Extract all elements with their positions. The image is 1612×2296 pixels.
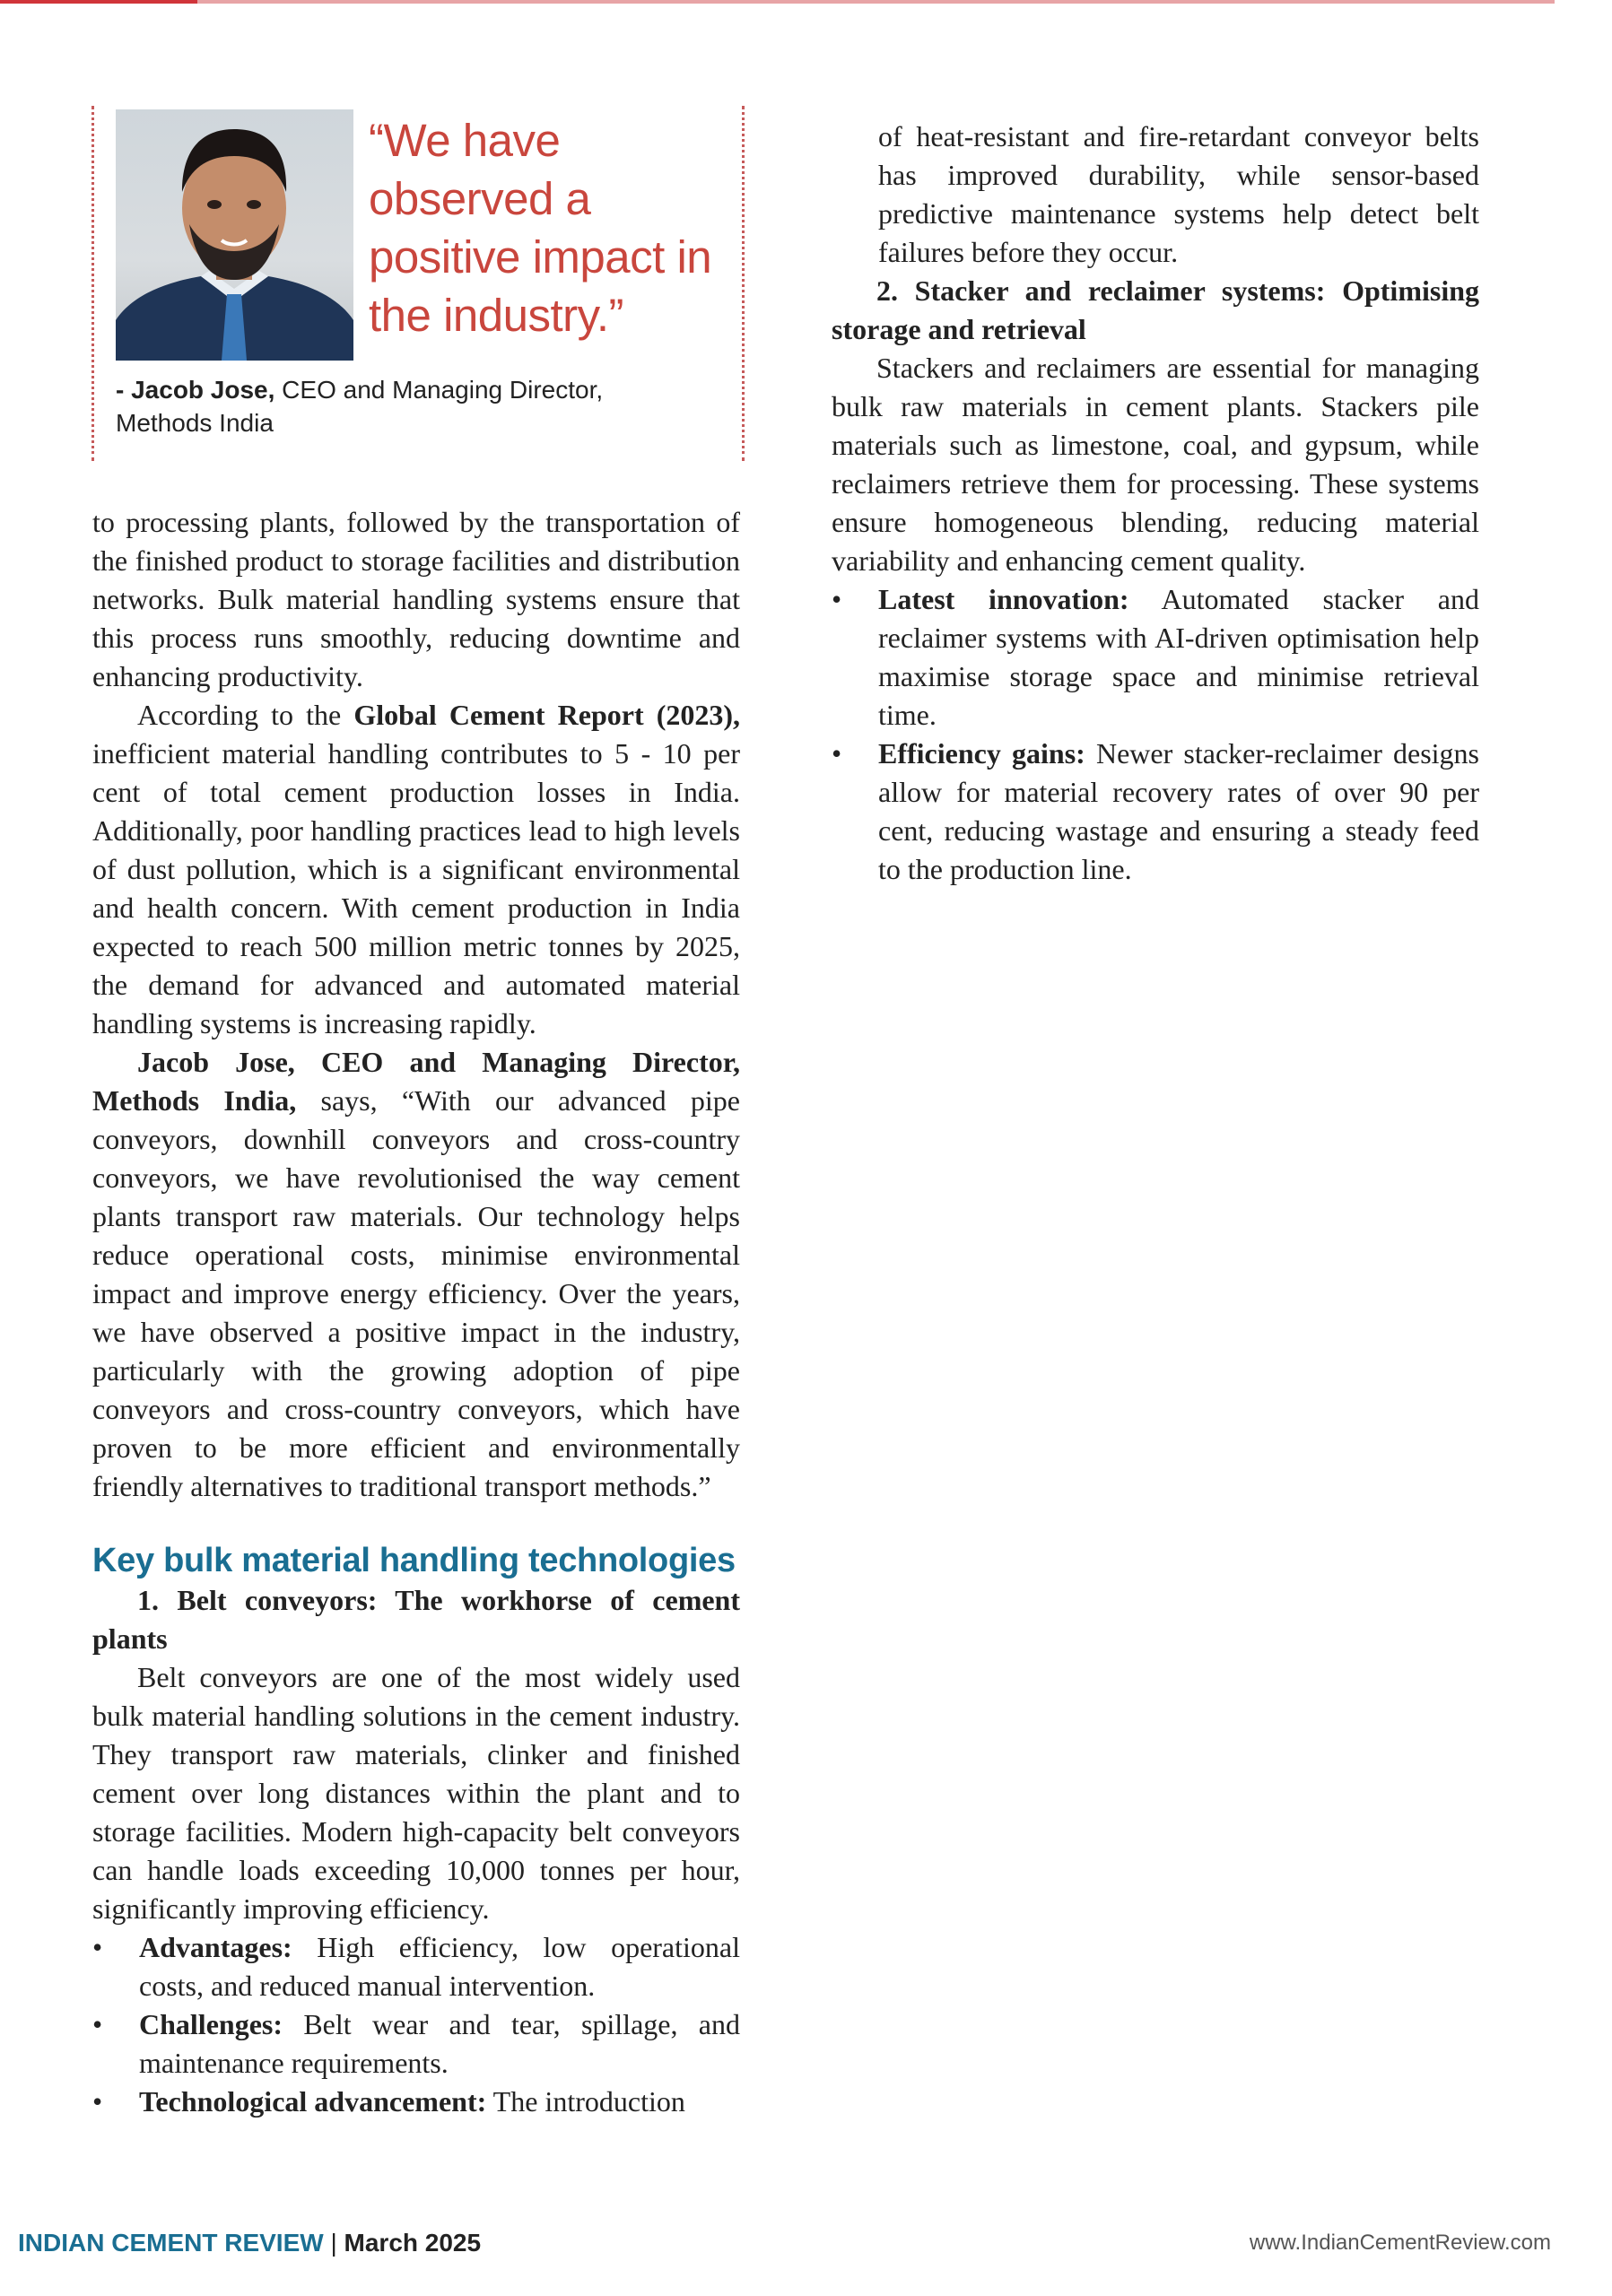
section-heading: Key bulk material handling technologies [92, 1542, 736, 1579]
pull-quote-attribution [116, 373, 654, 439]
bullet-label: Challenges: [139, 2008, 283, 2040]
top-rule [0, 0, 1555, 4]
bullet-label: Technological advancement: [139, 2085, 487, 2118]
body-paragraph [92, 1043, 740, 1506]
top-rule-accent [0, 0, 197, 4]
bullet-item [92, 1928, 740, 2005]
bullet-label: Efficiency gains: [878, 737, 1085, 770]
report-name: Global Cement Report (2023), [353, 699, 741, 731]
attribution-role: CEO and Managing Director, Methods India [116, 376, 604, 437]
paragraph-text: inefficient material handling contributes to 5 - 10 per cent of total cement production losses in India. Additionally, poor handling practices lead to high levels of dust pollution, which is a significant environmental and health concern. With cement production in India expected to reach 500 million metric tonnes by 2025, the demand for advanced and automated material handling systems is increasing rapidly. [92, 737, 740, 1039]
issue-date: March 2025 [344, 2229, 482, 2257]
bullet-list [832, 580, 1479, 889]
bullet-text: Belt wear and tear, spillage, and maintenance requirements. [139, 2008, 740, 2079]
subheading: 2. Stacker and reclaimer systems: Optimising storage and retrieval [832, 274, 1479, 345]
footer-masthead [18, 2228, 481, 2258]
body-paragraph: to processing plants, followed by the transportation of the finished product to storage facilities and distribution networks. Bulk material handling systems ensure that this process runs smoothly, reducing downtime and enhancing productivity. [92, 506, 740, 692]
bullet-text: Automated stacker and reclaimer systems with AI-driven optimisation help maximise storage space and minimise retrieval time. [878, 583, 1480, 731]
bullet-label: Latest innovation: [878, 583, 1129, 615]
website-link[interactable]: www.IndianCementReview.com [1249, 2231, 1551, 2255]
attribution-name: - Jacob Jose, [116, 376, 275, 404]
bullet-text: High efficiency, low operational costs, and reduced manual intervention. [139, 1931, 740, 2002]
speaker-name: Jacob Jose, CEO and Managing Director, Methods India, [92, 1046, 740, 1117]
bullet-item [92, 2005, 740, 2083]
bullet-item [832, 580, 1479, 735]
portrait-photo [116, 109, 353, 361]
pull-quote-box [91, 106, 745, 461]
bullet-item [92, 2083, 740, 2121]
body-paragraph: Belt conveyors are one of the most widely used bulk material handling solutions in the cement industry. They transport raw materials, clinker and finished cement over long distances within the plant and to storage facilities. Modern high-capacity belt conveyors can handle loads exceeding 10,000 tonnes per hour, significantly improving efficiency. [92, 1661, 740, 1925]
paragraph-text: According to the [137, 699, 354, 731]
bullet-text: The introduction [486, 2085, 685, 2118]
footer-separator: | [323, 2229, 344, 2257]
pull-quote-text: “We have observed a positive impact in the industry.” [369, 115, 712, 341]
bullet-list [92, 1928, 740, 2121]
left-column [92, 503, 740, 2121]
paragraph-text: says, “With our advanced pipe conveyors, downhill conveyors and cross-country conveyors, we have revolutionised the way cement plants transport raw materials. Our technology helps reduce operational costs, minimise environmental impact and improve energy efficiency. Over the years, we have observed a positive impact in the industry, particularly with the growing adoption of pipe conveyors and cross-country conveyors, which have proven to be more efficient and environmentally friendly alternatives to traditional transport methods.” [92, 1084, 741, 1502]
right-column [832, 117, 1479, 889]
bullet-text: Newer stacker-reclaimer designs allow for material recovery rates of over 90 per cent, reducing wastage and ensuring a steady feed to the production line. [878, 737, 1480, 885]
subheading: 1. Belt conveyors: The workhorse of cement plants [92, 1584, 740, 1655]
magazine-name: INDIAN CEMENT REVIEW [18, 2229, 324, 2257]
body-paragraph: Stackers and reclaimers are essential for managing bulk raw materials in cement plants. Stackers pile materials such as limestone, coal, and gypsum, while reclaimers retrieve them for processing. These systems ensure homogeneous blending, reducing material variability and enhancing cement quality. [832, 352, 1479, 577]
body-paragraph: of heat-resistant and fire-retardant conveyor belts has improved durability, while sensor-based predictive maintenance systems help detect belt failures before they occur. [878, 120, 1479, 268]
bullet-item [832, 735, 1479, 889]
body-paragraph [92, 696, 740, 1043]
bullet-label: Advantages: [139, 1931, 292, 1963]
